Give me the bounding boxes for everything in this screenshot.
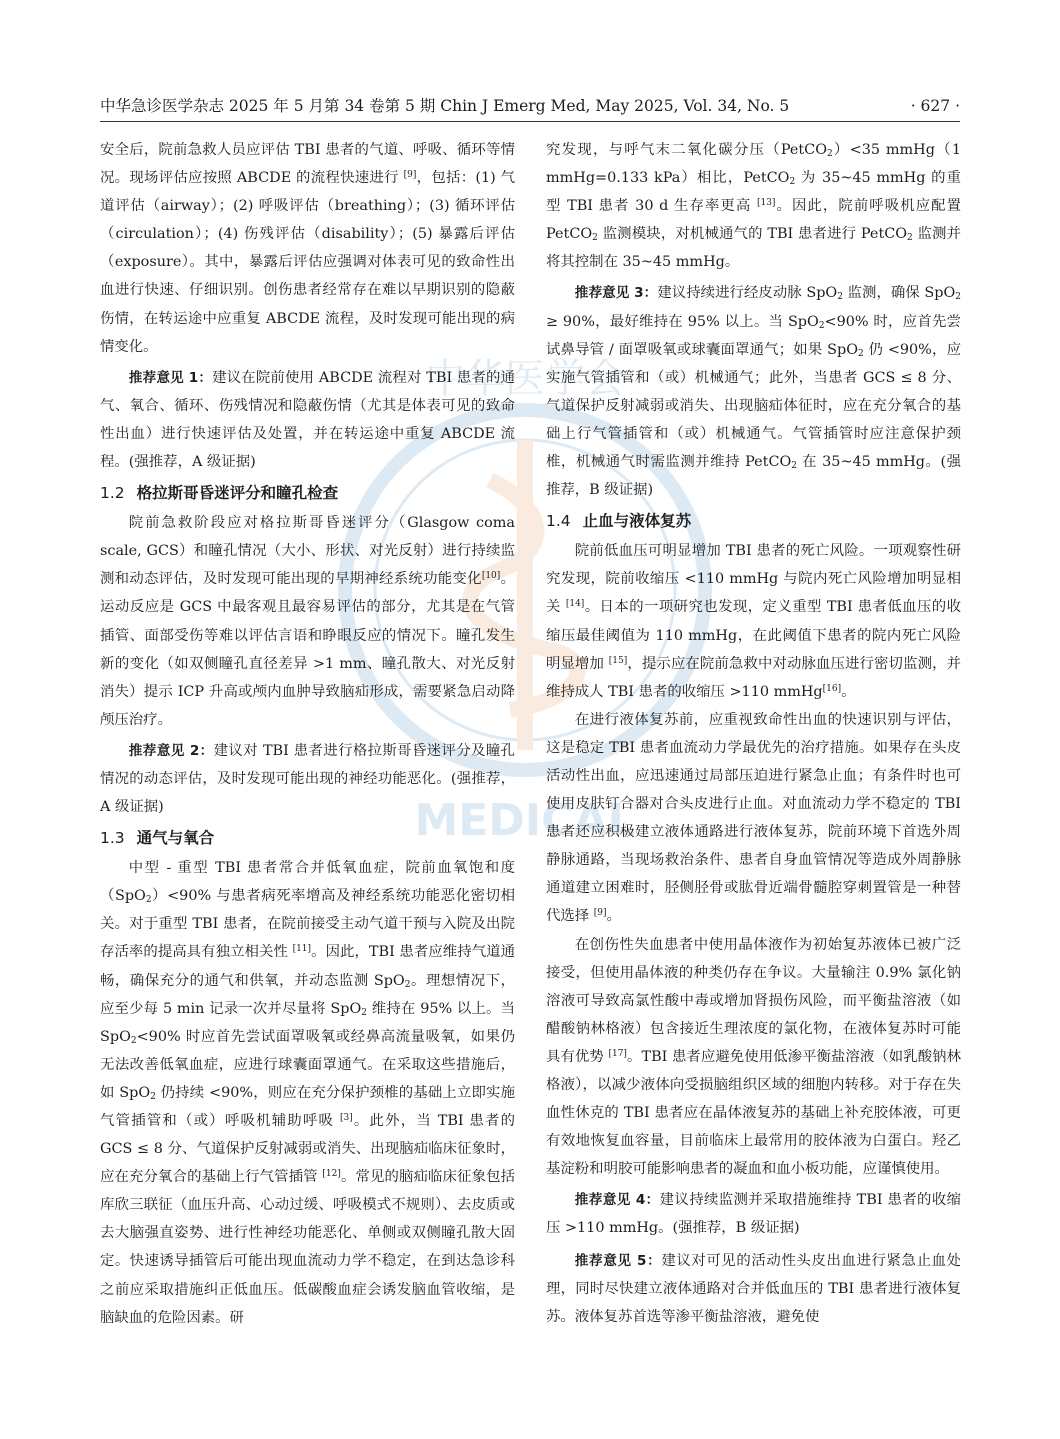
recommendation-label: 推荐意见 1： [128, 369, 213, 386]
left-column [100, 136, 515, 1332]
body-paragraph: 中型 - 重型 TBI 患者常合并低氧血症，院前血氧饱和度（SpO$_2$）<90% 与患者病死率增高及神经系统功能恶化密切相关。对于重型 TBI 患者，在院前接受主动气道干预与入院及出院存活率的提高具有独立相关性 [11]。因此，TBI 患者应维持气道通畅，确保充分的通气和供氧，并动态监测 SpO$_2$。理想情况下，应至少每 5 min 记录一次并尽量将 SpO$_2$ 维持在 95% 以上。当 SpO$_2$<90% 时应首先尝试面罩吸氧或经鼻高流量吸氧，如果仍无法改善低氧血症，应进行球囊面罩通气。在采取这些措施后，如 SpO$_2$ 仍持续 <90%，则应在充分保护颈椎的基础上立即实施气管插管和（或）呼吸机辅助呼吸 [3]。此外，当 TBI 患者的 GCS ≤ 8 分、气道保护反射减弱或消失、出现脑疝临床征象时，应在充分氧合的基础上行气管插管 [12]。常见的脑疝临床征象包括库欣三联征（血压升高、心动过缓、呼吸模式不规则）、去皮质或去大脑强直姿势、进行性神经功能恶化、单侧或双侧瞳孔散大固定。快速诱导插管后可能出现血流动力学不稳定，在到达急诊科之前应采取措施纠正低血压。低碳酸血症会诱发脑血管收缩，是脑缺血的危险因素。研 [100, 860, 516, 1326]
header-rule [100, 121, 960, 122]
page-number: · 627 · [910, 97, 960, 115]
recommendation-label: 推荐意见 2： [128, 742, 214, 759]
watermark-text-bottom: MEDICAL [414, 795, 636, 846]
recommendation-1: 推荐意见 1：建议在院前使用 ABCDE 流程对 TBI 患者的通气、氧合、循环、伤残情况和隐蔽伤情（尤其是体表可见的致命性出血）进行快速评估及处置，并在转运途中重复 ABCDE 流程。(强推荐，A 级证据) [100, 369, 515, 471]
recommendation-label: 推荐意见 5： [574, 1252, 662, 1269]
body-paragraph: 院前低血压可明显增加 TBI 患者的死亡风险。一项观察性研究发现，院前收缩压 <110 mmHg 与院内死亡风险增加明显相关 [14]。日本的一项研究也发现，定义重型 TBI 患者低血压的收缩压最佳阈值为 110 mmHg，在此阈值下患者的院内死亡风险明显增加 [15]，提示应在院前急救中对动脉血压进行密切监测，并维持成人 TBI 患者的收缩压 >110 mmHg[16]。 [546, 543, 961, 700]
journal-citation: 中华急诊医学杂志 2025 年 5 月第 34 卷第 5 期 Chin J Emerg Med, May 2025, Vol. 34, No. 5 [100, 97, 790, 115]
body-paragraph: 在创伤性失血患者中使用晶体液作为初始复苏液体已被广泛接受，但使用晶体液的种类仍存在争议。大量输注 0.9% 氯化钠溶液可导致高氯性酸中毒或增加肾损伤风险，而平衡盐溶液（如醋酸钠林格液）包含接近生理浓度的氯化物，在液体复苏时可能具有优势 [17]。TBI 患者应避免使用低渗平衡盐溶液（如乳酸钠林格液），以减少液体向受损脑组织区域的细胞内转移。对于存在失血性休克的 TBI 患者应在晶体液复苏的基础上补充胶体液，可更有效地恢复血容量，目前临床上最常用的胶体液为白蛋白。羟乙基淀粉和明胶可能影响患者的凝血和血小板功能，应谨慎使用。 [546, 936, 962, 1178]
body-paragraph: 安全后，院前急救人员应评估 TBI 患者的气道、呼吸、循环等情况。现场评估应按照 ABCDE 的流程快速进行 [9]，包括：(1) 气道评估（airway）；(2) 呼吸评估（breathing）；(3) 循环评估（circulation）；(4) 伤残评估（disability）；(5) 暴露后评估（exposure）。其中，暴露后评估应强调对体表可见的致命性出血进行快速、仔细识别。创伤患者经常存在难以早期识别的隐蔽伤情，在转运途中应重复 ABCDE 流程，及时发现可能出现的病情变化。 [100, 142, 515, 355]
recommendation-3: 推荐意见 3：建议持续进行经皮动脉 SpO$_2$ 监测，确保 SpO$_2$ ≥ 90%，最好维持在 95% 以上。当 SpO$_2$<90% 时，应首先尝试鼻导管 / 面罩吸氧或球囊面罩通气；如果 SpO$_2$ 仍 <90%，应实施气管插管和（或）机械通气；此外，当患者 GCS ≤ 8 分、气道保护反射减弱或消失、出现脑疝体征时，应在充分氧合的基础上行气管插管和（或）机械通气。气管插管时应注意保护颈椎，机械通气时需监测并维持 PetCO$_2$ 在 35~45 mmHg。(强推荐，B 级证据) [546, 285, 961, 499]
recommendation-label: 推荐意见 4： [574, 1192, 660, 1209]
watermark-text-top: 中华医学会 [425, 356, 625, 402]
body-paragraph: 究发现，与呼气末二氧化碳分压（PetCO$_2$）<35 mmHg（1 mmHg=0.133 kPa）相比，PetCO$_2$ 为 35~45 mmHg 的重型 TBI 患者 30 d 生存率更高 [13]。因此，院前呼吸机应配置 PetCO$_2$ 监测模块，对机械通气的 TBI 患者进行 PetCO$_2$ 监测并将其控制在 35~45 mmHg。 [546, 142, 961, 271]
recommendation-2: 推荐意见 2：建议对 TBI 患者进行格拉斯哥昏迷评分及瞳孔情况的动态评估，及时发现可能出现的神经功能恶化。(强推荐，A 级证据) [100, 742, 515, 816]
recommendation-4: 推荐意见 4：建议持续监测并采取措施维持 TBI 患者的收缩压 >110 mmHg。(强推荐，B 级证据) [546, 1192, 961, 1237]
right-column [546, 136, 961, 1332]
section-heading-1-3: 1.3 通气与氧合 [100, 829, 215, 848]
section-heading-1-2: 1.2 格拉斯哥昏迷评分和瞳孔检查 [100, 484, 339, 503]
section-heading-1-4: 1.4 止血与液体复苏 [546, 512, 692, 531]
body-paragraph: 院前急救阶段应对格拉斯哥昏迷评分（Glasgow coma scale, GCS）和瞳孔情况（大小、形状、对光反射）进行持续监测和动态评估，及时发现可能出现的早期神经系统功能变化[10]。运动反应是 GCS 中最客观且最容易评估的部分，尤其是在气管插管、面部受伤等难以评估言语和睁眼反应的情况下。瞳孔发生新的变化（如双侧瞳孔直径差异 >1 mm、瞳孔散大、对光反射消失）提示 ICP 升高或颅内血肿导致脑疝形成，需要紧急启动降颅压治疗。 [100, 515, 515, 728]
recommendation-5: 推荐意见 5：建议对可见的活动性头皮出血进行紧急止血处理，同时尽快建立液体通路对合并低血压的 TBI 患者进行液体复苏。液体复苏首选等渗平衡盐溶液，避免使 [546, 1252, 961, 1325]
body-paragraph: 在进行液体复苏前，应重视致命性出血的快速识别与评估，这是稳定 TBI 患者血流动力学最优先的治疗措施。如果存在头皮活动性出血，应迅速通过局部压迫进行紧急止血；有条件时也可使用皮肤钉合器对合头皮进行止血。对血流动力学不稳定的 TBI 患者还应积极建立液体通路进行液体复苏，院前环境下首选外周静脉通路，当现场救治条件、患者自身血管情况等造成外周静脉通道建立困难时，胫侧胫骨或肱骨近端骨髓腔穿刺置管是一种替代选择 [9]。 [546, 711, 961, 925]
recommendation-label: 推荐意见 3： [574, 285, 658, 302]
running-header [100, 94, 960, 118]
